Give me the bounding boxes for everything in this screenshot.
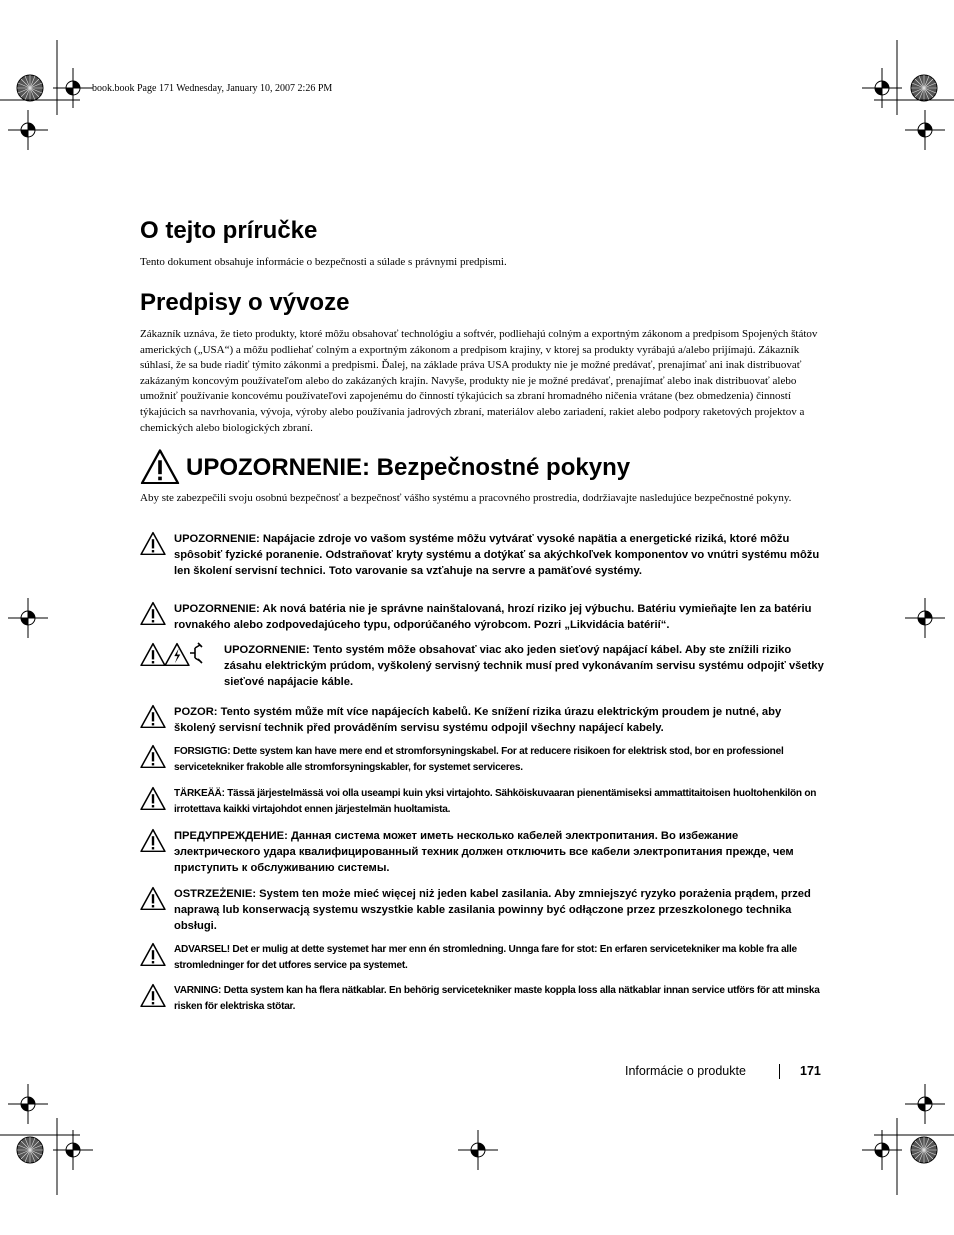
print-info: book.book Page 171 Wednesday, January 10, 2007 2:26 PM [92,83,333,94]
safety-heading: UPOZORNENIE: Bezpečnostné pokyny [186,454,631,481]
page-number: 171 [800,1064,821,1078]
about-heading: O tejto príručke [140,217,318,244]
warning-icon [140,704,166,728]
warning-text: UPOZORNENIE: Tento systém môže obsahovať viac ako jeden sieťový napájací kábel. Aby ste znížili riziko zásahu elektrickým prúdom, vyškolený servisný technik musí pred vykonávaním servisu systému odpojiť všetky sieťové napájacie káble. [224,644,824,688]
warning-text: ADVARSEL! Det er mulig at dette systemet har mer enn én stromledning. Unnga fare for stot: En erfaren servicetekniker ma koble fra alle stromledninger for det utfores service pa systemet. [174,944,797,971]
safety-intro: Aby ste zabezpečili svoju osobnú bezpečnosť a bezpečnosť vášho systému a pracovného prostredia, dodržiavajte nasledujúce bezpečnostné pokyny. [140,492,792,504]
footer-divider [779,1064,780,1079]
warning-icon [140,828,166,852]
warning-text: VARNING: Detta system kan ha flera nätkablar. En behörig servicetekniker maste koppla loss alla nätkablar innan service utförs för att minska risken för elektriska stötar. [174,985,820,1012]
footer-section-name: Informácie o produkte [625,1064,746,1078]
warning-text: UPOZORNENIE: Napájacie zdroje vo vašom systéme môžu vytvárať vysoké napätia a energetické riziká, ktoré môžu spôsobiť fyzické poranenie. Odstraňovať kryty systému a dotýkať sa akýchkoľvek komponentov vo vnútri systému môžu len školení servisní technici. Toto varovanie sa vzťahuje na servre a pamäťové systémy. [174,533,820,577]
warning-icon [140,983,166,1007]
warning-text: POZOR: Tento systém může mít více napájecích kabelů. Ke snížení rizika úrazu elektrickým proudem je nutné, aby školený servisní technik před prováděním servisu systému odpojil všechny napájecí kabely. [174,706,782,734]
export-heading: Predpisy o vývoze [140,289,350,316]
warning-text: ПРЕДУПРЕЖДЕНИЕ: Данная система может иметь несколько кабелей электропитания. Во избежание электрического удара квалифицированный техник должен отключить все кабели электропитания прежде, чем приступить к обслуживанию системы. [174,830,794,874]
about-body: Tento dokument obsahuje informácie o bezpečnosti a súlade s právnymi predpismi. [140,256,507,268]
warning-icon [140,601,166,625]
export-body: Zákazník uznáva, že tieto produkty, ktoré môžu obsahovať technológiu a softvér, podliehajú colným a exportným zákonom a predpisom Spojených štátov amerických („USA“) a môžu podliehať colným a exportným zákonom a predpisom krajiny, v ktorej sa produkty vyrábajú a/alebo prijímajú. Zákazník súhlasí, že sa bude riadiť týmito zákonmi a predpismi. Ďalej, na základe práva USA produkty nie je možné predávať, prenajímať ani inak distribuovať zakázaným koncovým používateľom alebo do zakázaných krajín. Navyše, produkty nie je možné predávať, prenajímať alebo inak distribuovať alebo umožniť používanie koncovému používateľovi zapojenému do činností týkajúcich sa zbraní hromadného ničenia vrátane (bez obmedzenia) činností týkajúcich sa navrhovania, vývoja, výroby alebo používania jadrových zbraní, materiálov alebo zariadení, rakiet alebo podpory raketových projektov a chemických alebo biologických zbraní. [140,328,818,434]
warning-icon [140,886,166,910]
warning-text: UPOZORNENIE: Ak nová batéria nie je správne nainštalovaná, hrozí riziko jej výbuchu. Batériu vymieňajte len za batériu rovnakého alebo zodpovedajúceho typu, odporúčaného výrobcom. Pozri „Likvidácia batérií“. [174,603,812,631]
warning-text: OSTRZEŻENIE: System ten może mieć więcej niż jeden kabel zasilania. Aby zmniejszyć ryzyko porażenia prądem, przed naprawą lub konserwacją systemu wszystkie kable zasilania powinny być odłączone przez przeszkolonego technika obsługi. [174,888,811,932]
power-cable-icon [188,642,204,664]
warning-text: TÄRKEÄÄ: Tässä järjestelmässä voi olla useampi kuin yksi virtajohto. Sähköiskuvaaran pienentämiseksi ammattitaitoisen huoltohenkilön on irrotettava kaikki virtajohdot ennen järjestelmän huoltamista. [174,788,817,815]
warning-icon [140,642,166,666]
warning-icon [140,744,166,768]
warning-icon [140,786,166,810]
warning-text: FORSIGTIG: Dette system kan have mere end et stromforsyningskabel. For at reducere risikoen for elektrisk stod, bor en professionel servicetekniker frakoble alle stromforsyningskabler, for systemet serviceres. [174,746,784,773]
warning-icon [140,942,166,966]
warning-icon [140,448,180,484]
electrical-hazard-icon [164,642,190,666]
warning-icon [140,531,166,555]
